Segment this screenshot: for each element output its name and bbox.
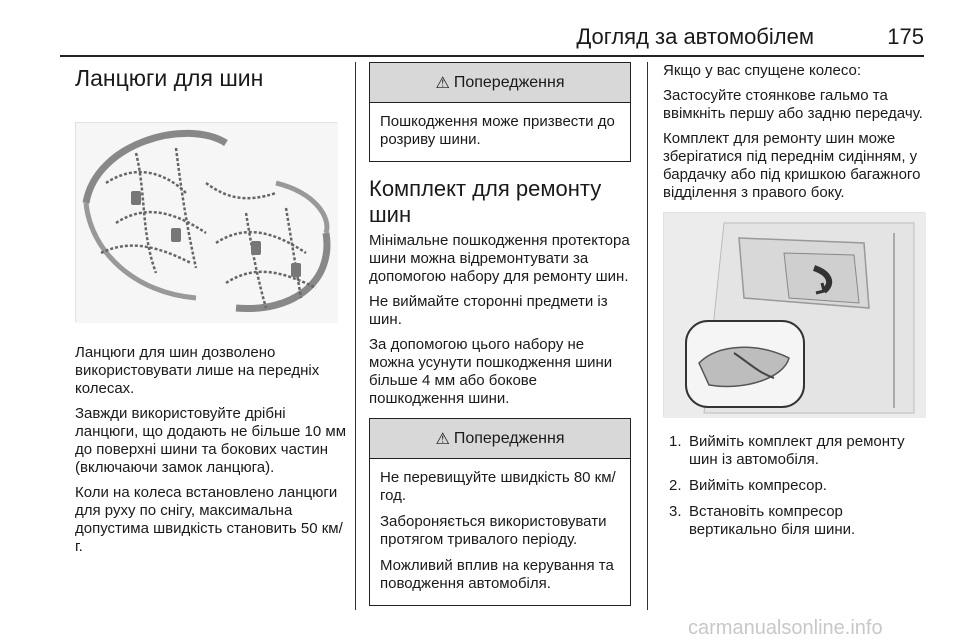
column-left bbox=[75, 62, 347, 563]
list-item bbox=[663, 477, 925, 495]
header-title: Догляд за автомобілем bbox=[576, 24, 814, 49]
page-number: 175 bbox=[887, 24, 924, 49]
column-middle bbox=[369, 62, 631, 614]
list-item bbox=[663, 503, 925, 539]
step-number: 2. bbox=[669, 477, 682, 494]
warning-body bbox=[370, 103, 630, 161]
paragraph: За допомогою цього набору не можна усунути пошкодження шини більше 4 мм або бокове пошкодження шини. bbox=[369, 336, 613, 407]
step-text: Встановіть компресор вертикально біля шини. bbox=[689, 503, 856, 538]
section-heading-tire-chains: Ланцюги для шин bbox=[75, 65, 264, 91]
warning-text: Пошкодження може призвести до розриву шини. bbox=[380, 113, 615, 148]
list-item bbox=[663, 433, 925, 469]
paragraph: Якщо у вас спущене колесо: bbox=[663, 62, 862, 79]
paragraph: Застосуйте стоянкове гальмо та ввімкніть першу або задню передачу. bbox=[663, 87, 923, 122]
warning-header bbox=[370, 63, 630, 103]
column-right bbox=[663, 62, 925, 547]
repair-kit-location-illustration bbox=[663, 212, 925, 417]
instruction-steps bbox=[663, 433, 925, 539]
luggage-compartment-image bbox=[664, 213, 926, 418]
tire-chains-image bbox=[76, 123, 338, 323]
watermark: carmanualsonline.info bbox=[688, 617, 883, 639]
warning-title: Попередження bbox=[453, 429, 565, 447]
paragraph: Коли на колеса встановлено ланцюги для руху по снігу, максимальна допустима швидкість становить 50 км/г. bbox=[75, 484, 343, 555]
step-number: 3. bbox=[669, 503, 682, 520]
paragraph: Ланцюги для шин дозволено використовувати лише на передніх колесах. bbox=[75, 344, 320, 397]
step-text: Вийміть комплект для ремонту шин із автомобіля. bbox=[689, 433, 905, 468]
warning-body bbox=[370, 459, 630, 605]
paragraph: Комплект для ремонту шин може зберігатися під переднім сидінням, у бардачку або під кришкою багажного відділення з правого боку. bbox=[663, 130, 921, 201]
warning-triangle-icon: ⚠ bbox=[435, 430, 450, 448]
warning-text: Забороняється використовувати протягом тривалого періоду. bbox=[380, 513, 607, 548]
warning-title: Попередження bbox=[453, 73, 565, 91]
warning-box bbox=[369, 62, 631, 162]
paragraph: Мінімальне пошкодження протектора шини можна відремонтувати за допомогою набору для ремонту шин. bbox=[369, 232, 630, 285]
step-number: 1. bbox=[669, 433, 682, 450]
column-divider bbox=[647, 62, 648, 610]
warning-box bbox=[369, 418, 631, 606]
tire-chains-illustration bbox=[75, 122, 337, 322]
warning-text: Можливий вплив на керування та поводження автомобіля. bbox=[380, 557, 614, 592]
section-heading-repair-kit: Комплект для ремонту шин bbox=[369, 176, 602, 227]
warning-triangle-icon: ⚠ bbox=[435, 74, 450, 92]
header-rule bbox=[60, 55, 924, 57]
warning-header bbox=[370, 419, 630, 459]
page-header bbox=[0, 24, 924, 54]
warning-text: Не перевищуйте швидкість 80 км/год. bbox=[380, 469, 616, 504]
column-divider bbox=[355, 62, 356, 610]
paragraph: Не виймайте сторонні предмети із шин. bbox=[369, 293, 608, 328]
step-text: Вийміть компресор. bbox=[689, 477, 827, 494]
paragraph: Завжди використовуйте дрібні ланцюги, що додають не більше 10 мм до поверхні шини та бокових частин (включаючи замок ланцюга). bbox=[75, 405, 347, 476]
